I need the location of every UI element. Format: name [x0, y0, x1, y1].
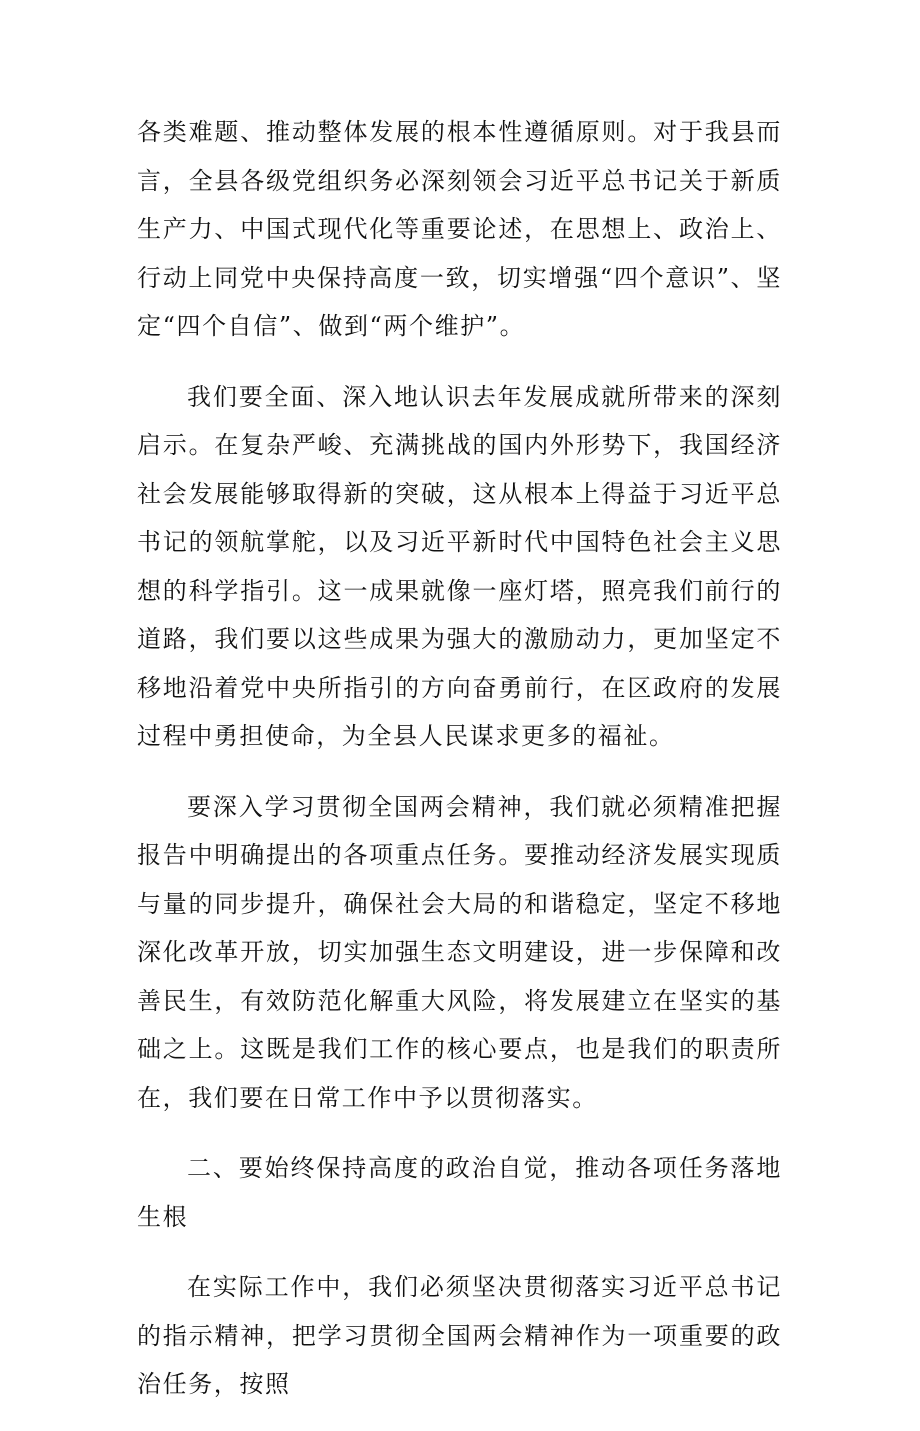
- paragraph-4: 在实际工作中，我们必须坚决贯彻落实习近平总书记的指示精神，把学习贯彻全国两会精神作为一项重要的政治任务，按照: [137, 1273, 782, 1398]
- paragraph-1: 各类难题、推动整体发展的根本性遵循原则。对于我县而言，全县各级党组织务必深刻领会习近平总书记关于新质生产力、中国式现代化等重要论述，在思想上、政治上、行动上同党中央保持高度一致，切实增强“四个意识”、坚定“四个自信”、做到“两个维护”。: [137, 118, 782, 340]
- document-body: [137, 108, 782, 1431]
- paragraph-2: 我们要全面、深入地认识去年发展成就所带来的深刻启示。在复杂严峻、充满挑战的国内外形势下，我国经济社会发展能够取得新的突破，这从根本上得益于习近平总书记的领航掌舵，以及习近平新时代中国特色社会主义思想的科学指引。这一成果就像一座灯塔，照亮我们前行的道路，我们要以这些成果为强大的激励动力，更加坚定不移地沿着党中央所指引的方向奋勇前行，在区政府的发展过程中勇担使命，为全县人民谋求更多的福祉。: [137, 382, 782, 750]
- section-heading: 二、要始终保持高度的政治自觉，推动各项任务落地生根: [137, 1154, 782, 1231]
- paragraph-3: 要深入学习贯彻全国两会精神，我们就必须精准把握报告中明确提出的各项重点任务。要推动经济发展实现质与量的同步提升，确保社会大局的和谐稳定，坚定不移地深化改革开放，切实加强生态文明建设，进一步保障和改善民生，有效防范化解重大风险，将发展建立在坚实的基础之上。这既是我们工作的核心要点，也是我们的职责所在，我们要在日常工作中予以贯彻落实。: [137, 792, 782, 1112]
